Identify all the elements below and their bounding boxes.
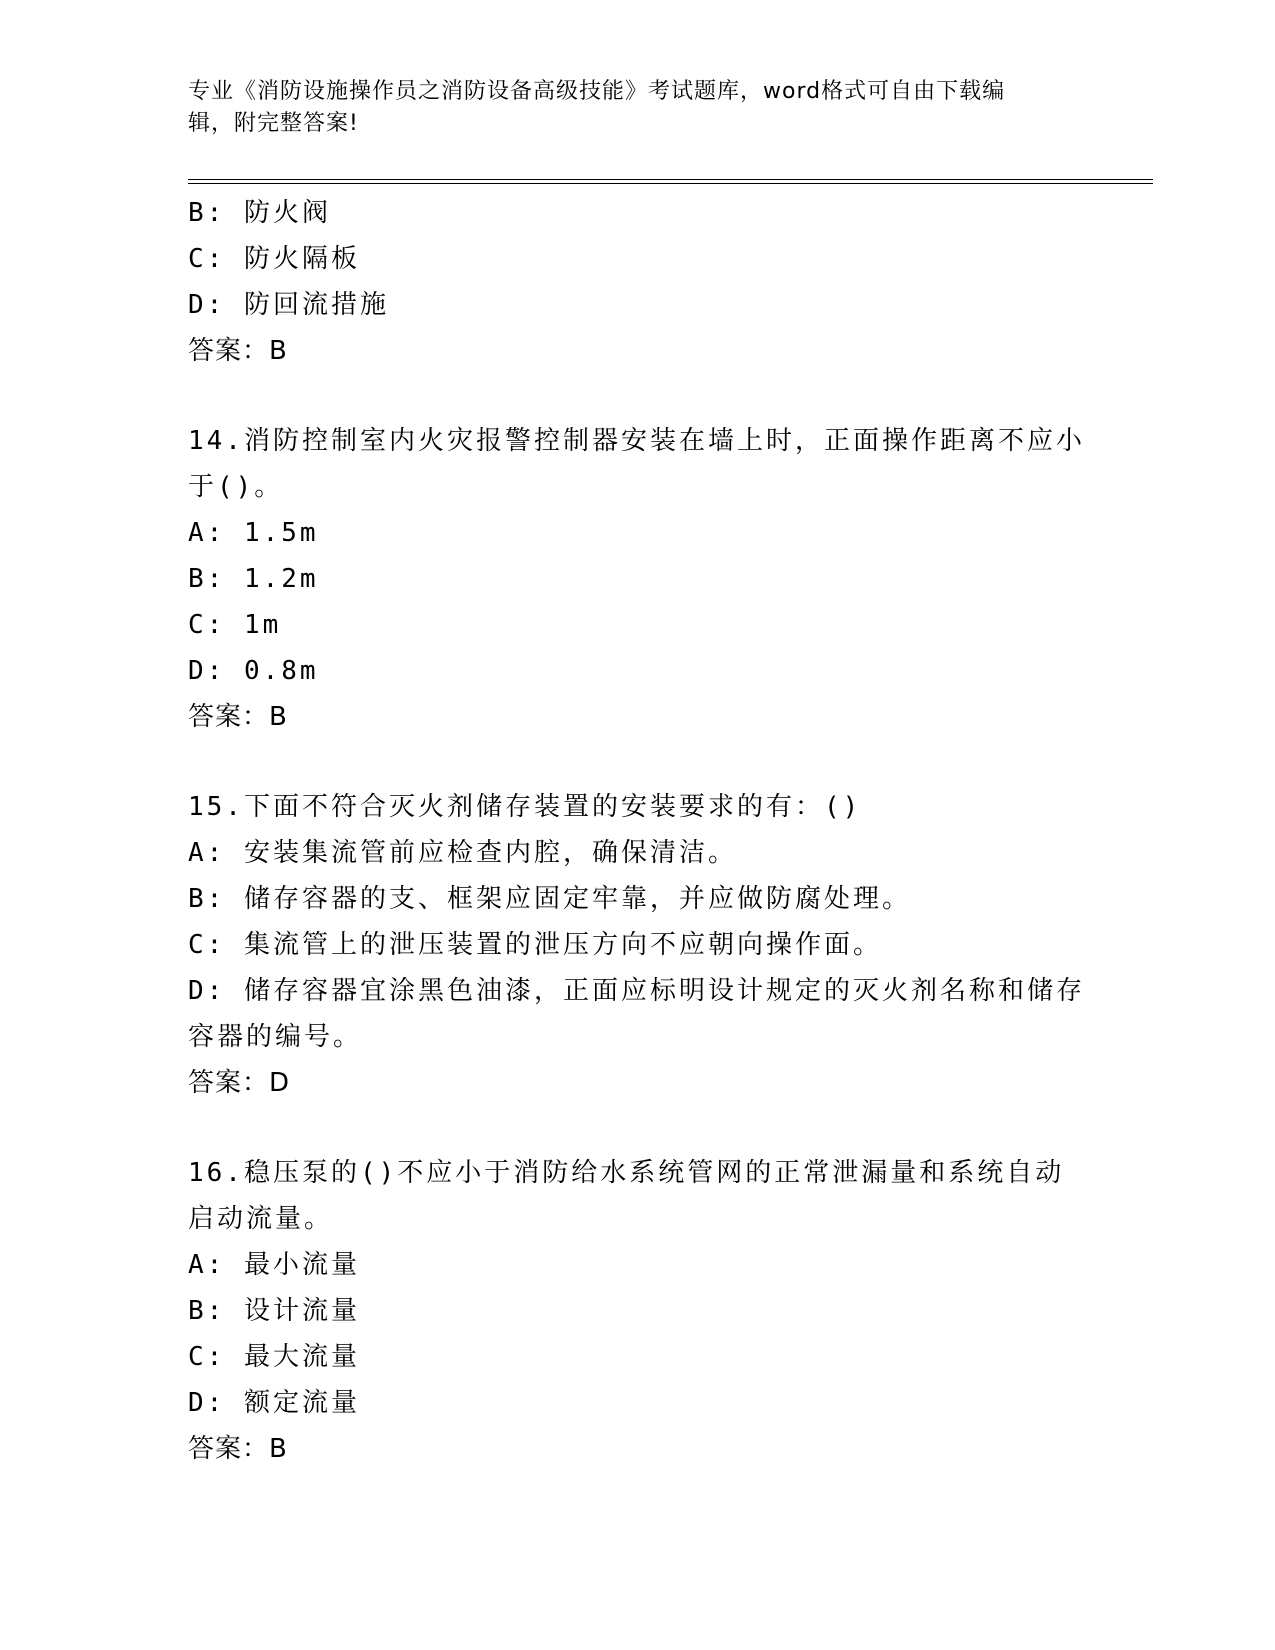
answer: 答案：B: [188, 1434, 288, 1464]
header-line-2: 辑，附完整答案!: [188, 111, 359, 136]
option-c: C: 防火隔板: [188, 244, 360, 274]
stem-line: 15.下面不符合灭火剂储存装置的安装要求的有：(): [188, 792, 862, 822]
stem-line: 于()。: [188, 472, 284, 502]
answer: 答案：D: [188, 1068, 291, 1098]
option-b: B: 1.2m: [188, 564, 319, 594]
option-d-continued: 容器的编号。: [188, 1022, 363, 1052]
option-a: A: 安装集流管前应检查内腔，确保清洁。: [188, 838, 737, 868]
stem-line: 16.稳压泵的()不应小于消防给水系统管网的正常泄漏量和系统自动: [188, 1158, 1065, 1188]
option-d: D: 防回流措施: [188, 290, 389, 320]
question-15: [188, 784, 1088, 1106]
stem-line: 启动流量。: [188, 1204, 334, 1234]
question-stem: [188, 418, 1088, 510]
option-d: D: 额定流量: [188, 1388, 360, 1418]
answer: 答案：B: [188, 336, 288, 366]
option-c: C: 1m: [188, 610, 282, 640]
option-a: A: 最小流量: [188, 1250, 360, 1280]
option-b: B: 防火阀: [188, 198, 331, 228]
option-a: A: 1.5m: [188, 518, 319, 548]
question-stem: [188, 784, 1088, 830]
stem-line: 14.消防控制室内火灾报警控制器安装在墙上时，正面操作距离不应小: [188, 426, 1085, 456]
document-header: [188, 76, 1068, 140]
question-fragment: [188, 190, 1088, 374]
option-d: D: 储存容器宜涂黑色油漆，正面应标明设计规定的灭火剂名称和储存: [188, 976, 1085, 1006]
question-list: [188, 190, 1088, 1472]
header-divider: [188, 179, 1153, 184]
option-b: B: 设计流量: [188, 1296, 360, 1326]
option-d: D: 0.8m: [188, 656, 319, 686]
question-16: [188, 1150, 1088, 1472]
header-line-1: 专业《消防设施操作员之消防设备高级技能》考试题库，word格式可自由下载编: [188, 79, 1006, 104]
option-c: C: 集流管上的泄压装置的泄压方向不应朝向操作面。: [188, 930, 882, 960]
option-b: B: 储存容器的支、框架应固定牢靠，并应做防腐处理。: [188, 884, 911, 914]
question-stem: [188, 1150, 1088, 1242]
answer: 答案：B: [188, 702, 288, 732]
option-c: C: 最大流量: [188, 1342, 360, 1372]
question-14: [188, 418, 1088, 740]
